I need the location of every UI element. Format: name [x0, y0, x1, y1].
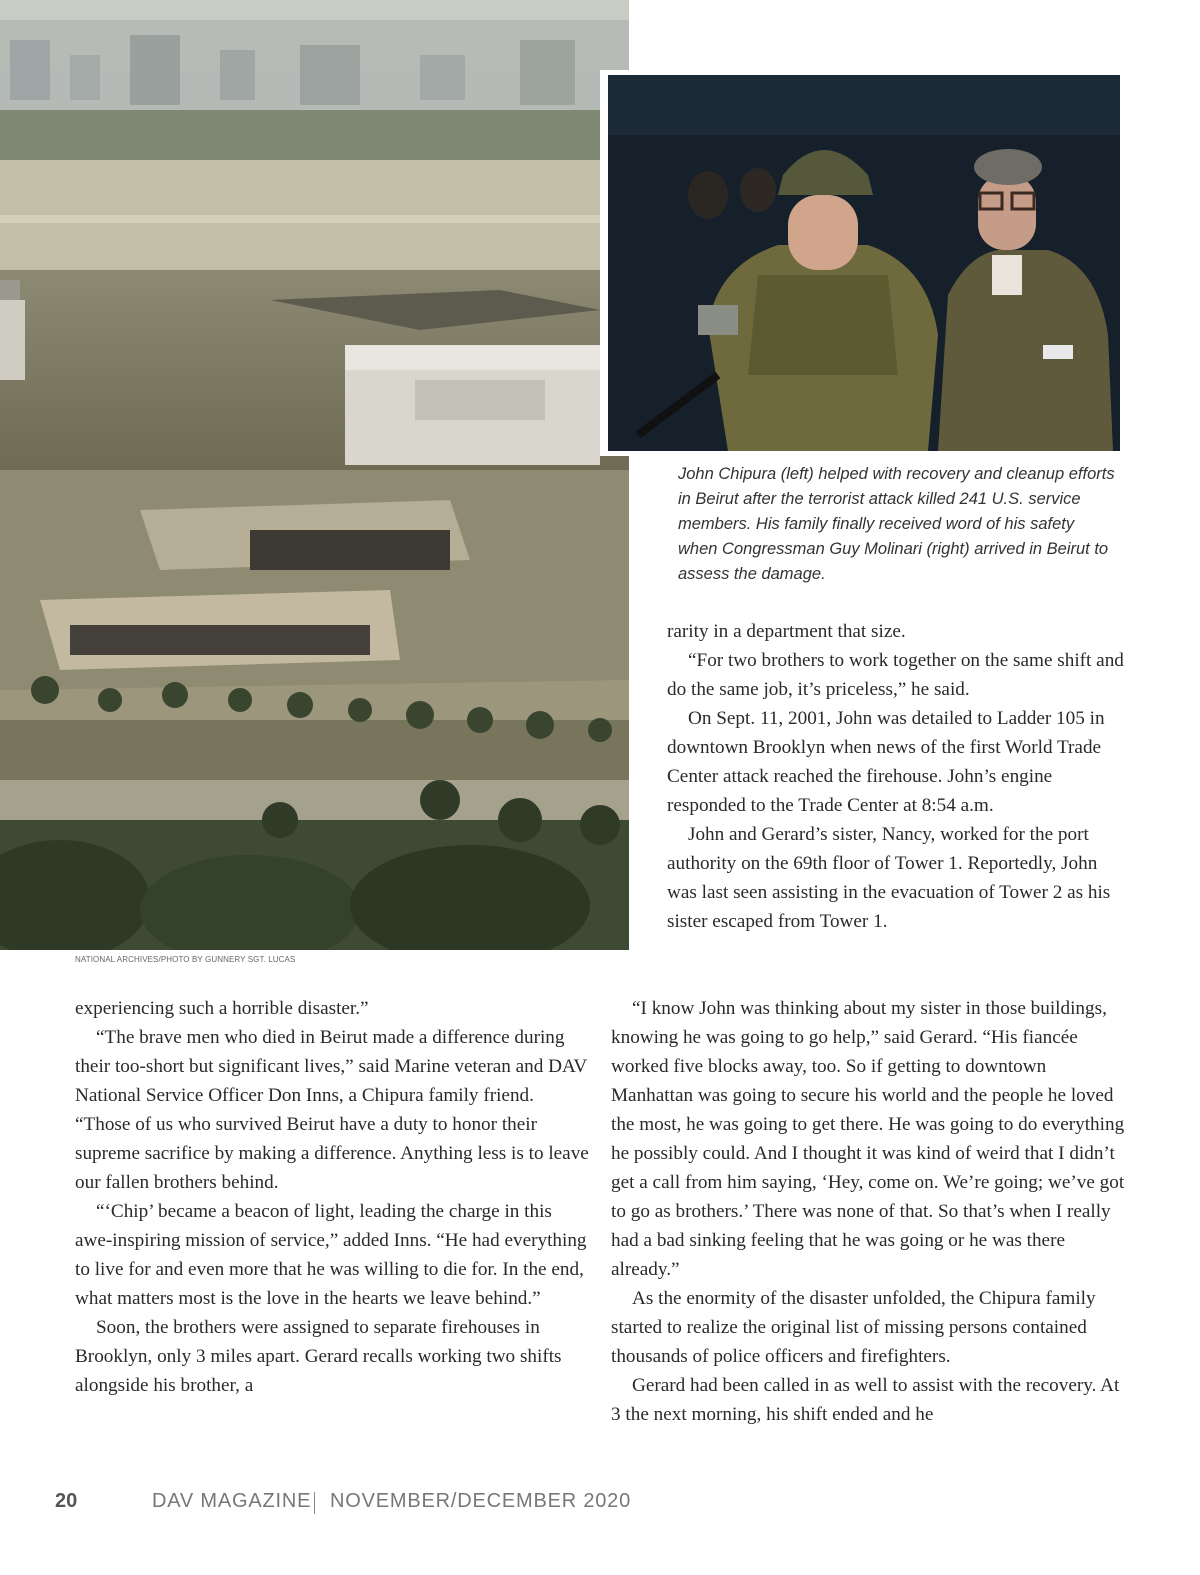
paragraph: “The brave men who died in Beirut made a difference during their too-short but significant lives,” said Marine veteran and DAV National Service Officer Don Inns, a Chipura family friend. “Those of us who survived Beirut have a duty to honor their supreme sacrifice by making a difference. Anything less is to leave our fallen brothers behind.	[75, 1027, 589, 1193]
chipura-molinari-photo	[608, 75, 1120, 451]
article-column-right-upper	[667, 617, 1125, 936]
article-column-left	[75, 994, 590, 1400]
paragraph: John and Gerard’s sister, Nancy, worked for the port authority on the 69th floor of Tower 1. Reportedly, John was last seen assisting in the evacuation of Tower 2 as his sister escaped from Tower 1.	[667, 824, 1111, 932]
paragraph: experiencing such a horrible disaster.”	[75, 998, 369, 1019]
article-column-right-lower	[611, 994, 1125, 1429]
paragraph: Soon, the brothers were assigned to separate firehouses in Brooklyn, only 3 miles apart. Gerard recalls working two shifts alongside his brother, a	[75, 1317, 562, 1396]
paragraph: rarity in a department that size.	[667, 621, 906, 642]
paragraph: On Sept. 11, 2001, John was detailed to Ladder 105 in downtown Brooklyn when news of the first World Trade Center attack reached the firehouse. John’s engine responded to the Trade Center at 8:54 a.m.	[667, 708, 1105, 816]
photo-caption: John Chipura (left) helped with recovery and cleanup efforts in Beirut after the terrorist attack killed 241 U.S. service members. His family finally received word of his safety when Congressman Guy Molinari (right) arrived in Beirut to assess the damage.	[678, 465, 1115, 583]
paragraph: “‘Chip’ became a beacon of light, leading the charge in this awe-inspiring mission of service,” added Inns. “He had everything to live for and even more that he was willing to die for. In the end, what matters most is the love in the hearts we leave behind.”	[75, 1201, 587, 1309]
magazine-name: DAV MAGAZINE	[152, 1490, 312, 1512]
paragraph: Gerard had been called in as well to assist with the recovery. At 3 the next morning, his shift ended and he	[611, 1375, 1120, 1425]
paragraph: “I know John was thinking about my sister in those buildings, knowing he was going to go help,” said Gerard. “His fiancée worked five blocks away, too. So if getting to downtown Manhattan was going to secure his world and the people he loved the most, he was going to get there. He was going to do everything he possibly could. And I thought it was kind of weird that I didn’t get a call from him saying, ‘Hey, come on. We’re going; we’ve got to go as brothers.’ There was none of that. So that’s when I really had a bad sinking feeling that he was going or he was there already.”	[611, 998, 1125, 1280]
page-number: 20	[55, 1490, 78, 1512]
paragraph: “For two brothers to work together on the same shift and do the same job, it’s priceless,” he said.	[667, 650, 1124, 700]
inset-photo-frame	[600, 70, 1122, 456]
page-footer	[0, 1490, 1200, 1520]
footer-divider	[314, 1492, 315, 1514]
paragraph: As the enormity of the disaster unfolded, the Chipura family started to realize the original list of missing persons contained thousands of police officers and firefighters.	[611, 1288, 1096, 1367]
beirut-aerial-photo	[0, 0, 629, 950]
issue-date: NOVEMBER/DECEMBER 2020	[330, 1490, 632, 1512]
beirut-aerial-photo-image	[0, 0, 629, 950]
photo-credit: NATIONAL ARCHIVES/PHOTO BY GUNNERY SGT. LUCAS	[75, 955, 296, 964]
